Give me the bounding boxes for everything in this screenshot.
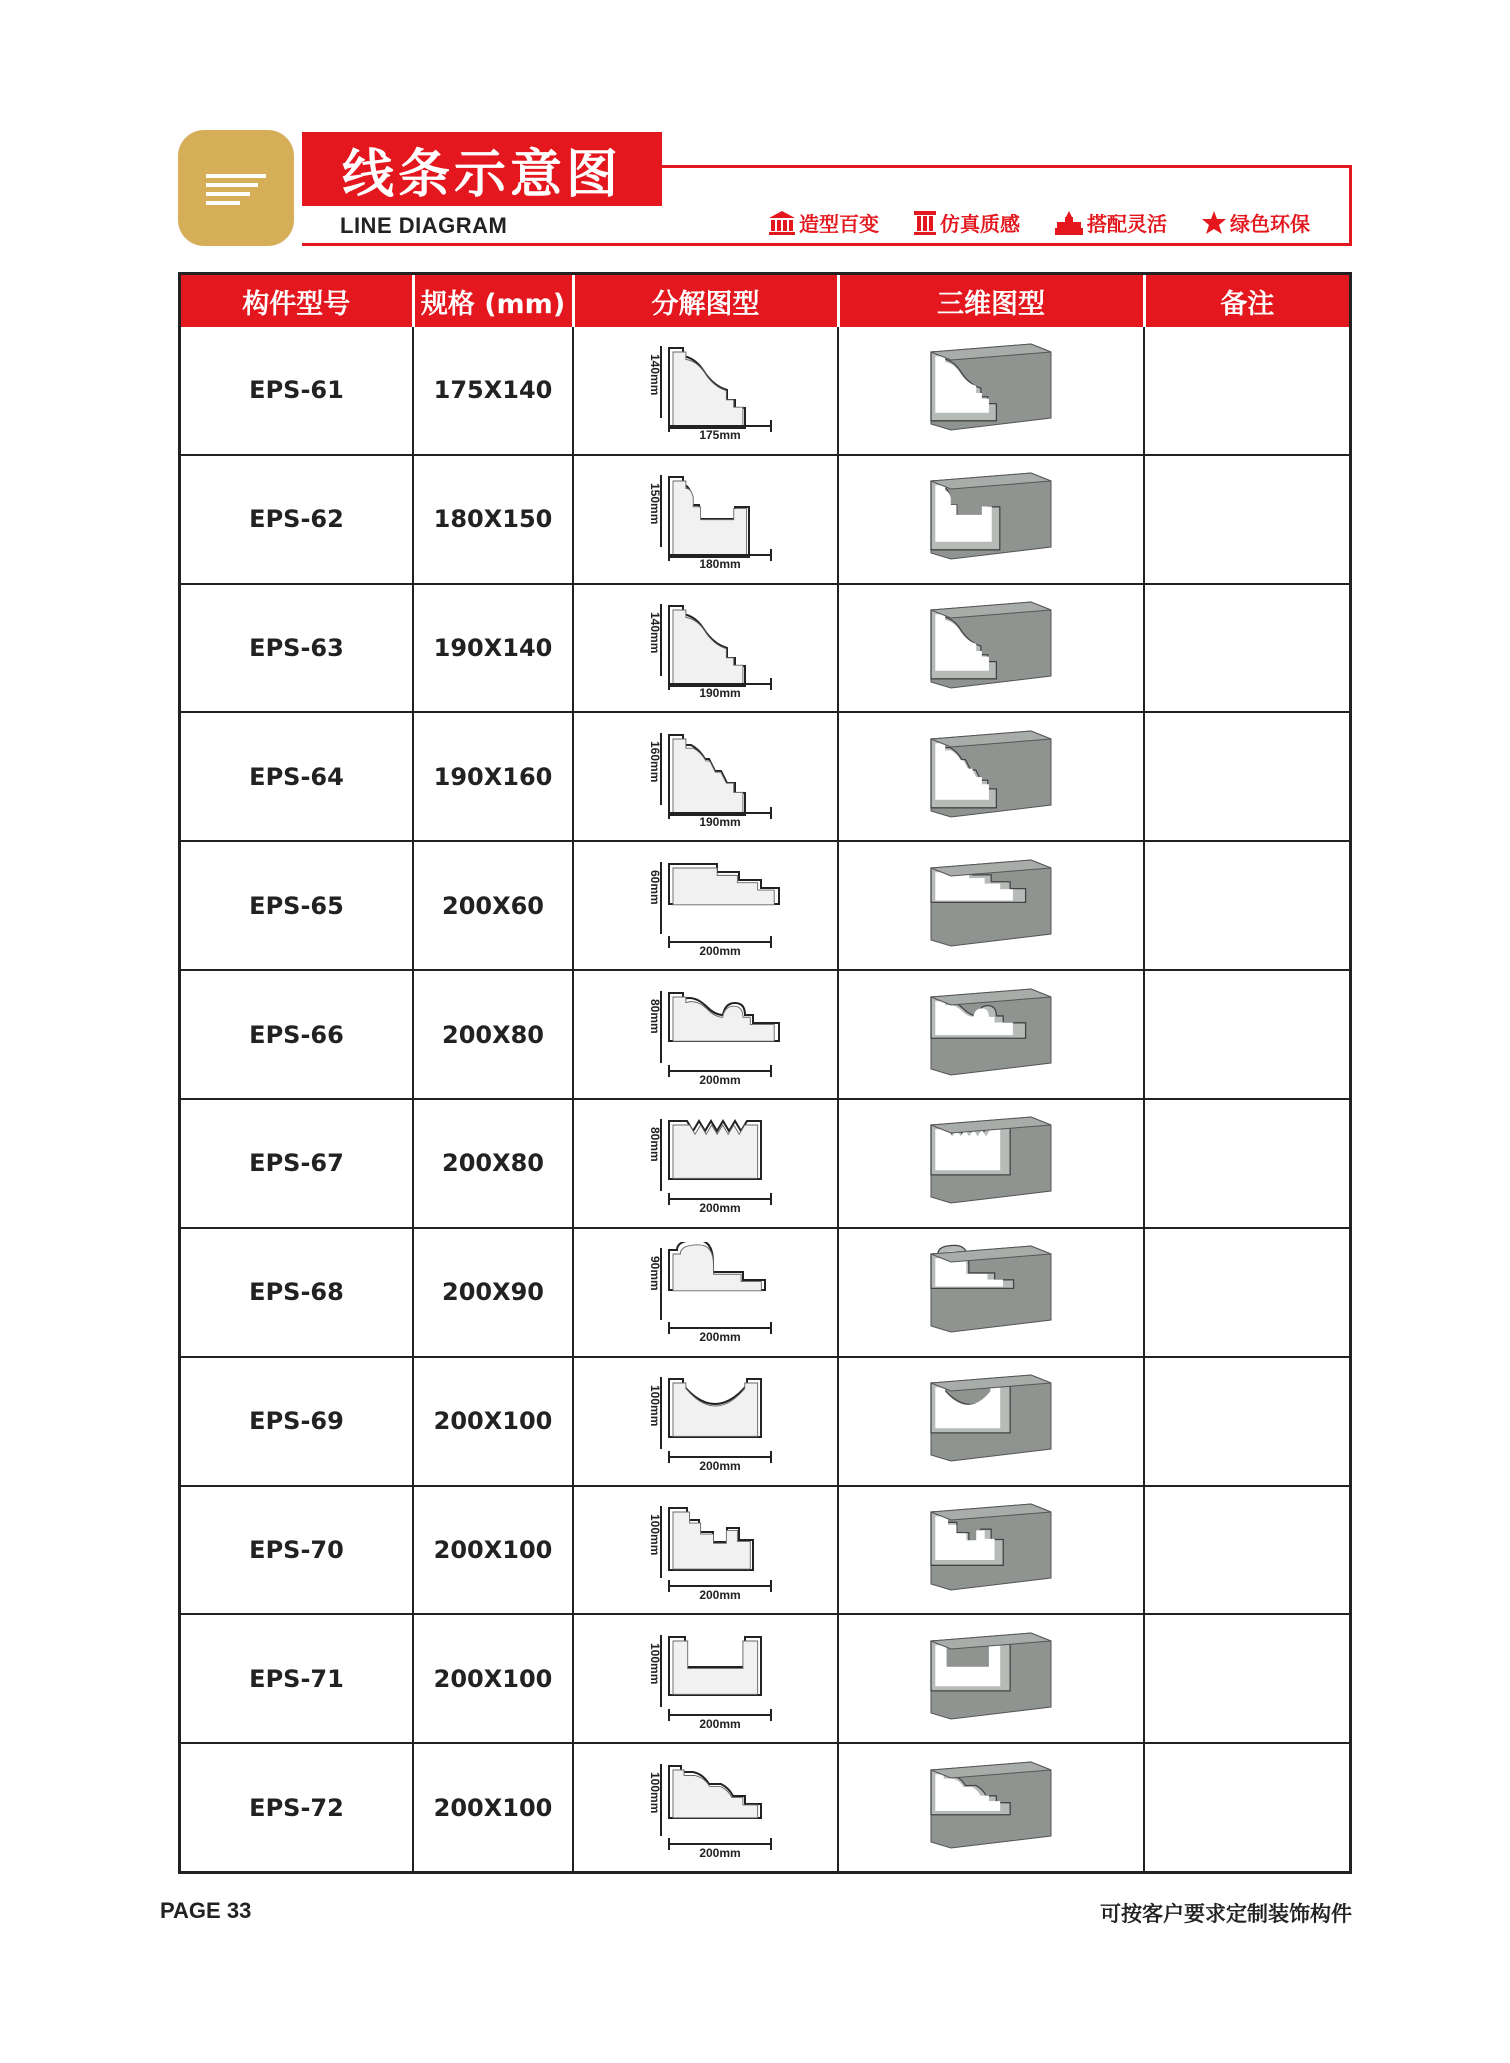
- table-row: [181, 1099, 1349, 1228]
- render-cell: [838, 455, 1144, 584]
- diagram-cell: [573, 712, 838, 841]
- profile-diagram: [611, 727, 801, 827]
- width-label: 200mm: [698, 1459, 741, 1472]
- profile-3d-render: [921, 1111, 1061, 1215]
- width-label: 180mm: [698, 557, 741, 570]
- profile-diagram: [611, 1758, 801, 1858]
- column-header: 三维图型: [838, 275, 1144, 327]
- note-cell: [1144, 841, 1349, 970]
- column-header: 规格 (mm): [413, 275, 573, 327]
- width-label: 200mm: [698, 1716, 741, 1729]
- note-cell: [1144, 584, 1349, 713]
- page-number: PAGE 33: [160, 1898, 252, 1923]
- note-cell: [1144, 1486, 1349, 1615]
- note-cell: [1144, 327, 1349, 455]
- render-cell: [838, 1486, 1144, 1615]
- profile-3d-render: [921, 338, 1061, 442]
- render-cell: [838, 1614, 1144, 1743]
- width-label: 200mm: [698, 1201, 741, 1214]
- profile-3d-render: [921, 983, 1061, 1087]
- model-cell: EPS-68: [181, 1228, 413, 1357]
- feature-label: 造型百变: [799, 212, 879, 236]
- page-header: [0, 0, 1510, 260]
- width-label: 200mm: [698, 1072, 741, 1085]
- width-label: 200mm: [698, 1330, 741, 1343]
- diagram-cell: [573, 1228, 838, 1357]
- height-label: 90mm: [647, 1256, 662, 1291]
- feature-label: 绿色环保: [1230, 212, 1310, 236]
- logo-block: [178, 130, 294, 246]
- diagram-cell: [573, 584, 838, 713]
- feature-item: [913, 208, 1020, 237]
- table-row: [181, 970, 1349, 1099]
- note-cell: [1144, 712, 1349, 841]
- height-label: 150mm: [647, 483, 662, 525]
- feature-label: 仿真质感: [940, 212, 1020, 236]
- table-row: [181, 584, 1349, 713]
- model-cell: EPS-63: [181, 584, 413, 713]
- table-row: [181, 1486, 1349, 1615]
- diagram-cell: [573, 455, 838, 584]
- profile-3d-render: [921, 1756, 1061, 1860]
- note-cell: [1144, 970, 1349, 1099]
- page-title: 线条示意图: [302, 132, 662, 206]
- note-cell: [1144, 1357, 1349, 1486]
- render-cell: [838, 970, 1144, 1099]
- height-label: 80mm: [647, 998, 662, 1034]
- table-row: [181, 455, 1349, 584]
- subtitle-rule: [302, 243, 1352, 246]
- column-header: 备注: [1144, 275, 1349, 327]
- table-row: [181, 327, 1349, 455]
- spec-cell: 200X90: [413, 1228, 573, 1357]
- model-cell: EPS-71: [181, 1614, 413, 1743]
- profile-3d-render: [921, 1369, 1061, 1473]
- feature-item: [1054, 208, 1167, 237]
- profile-diagram: [611, 1242, 801, 1342]
- profile-diagram: [611, 469, 801, 569]
- diagram-cell: [573, 970, 838, 1099]
- feature-item: [768, 208, 879, 237]
- width-label: 200mm: [698, 1587, 741, 1600]
- render-cell: [838, 1099, 1144, 1228]
- render-cell: [838, 1743, 1144, 1871]
- note-cell: [1144, 1743, 1349, 1871]
- note-cell: [1144, 1614, 1349, 1743]
- render-cell: [838, 712, 1144, 841]
- profile-3d-render: [921, 596, 1061, 700]
- table-body: [181, 327, 1349, 1871]
- profile-3d-render: [921, 854, 1061, 958]
- spec-cell: 190X140: [413, 584, 573, 713]
- profile-diagram: [611, 1629, 801, 1729]
- table-row: [181, 1357, 1349, 1486]
- profile-diagram: [611, 1500, 801, 1600]
- spec-cell: 175X140: [413, 327, 573, 455]
- profile-3d-render: [921, 1627, 1061, 1731]
- diagram-cell: [573, 327, 838, 455]
- model-cell: EPS-64: [181, 712, 413, 841]
- table-row: [181, 1743, 1349, 1871]
- table-row: [181, 1228, 1349, 1357]
- title-rule: [662, 165, 1352, 168]
- profile-diagram: [611, 340, 801, 440]
- model-cell: EPS-66: [181, 970, 413, 1099]
- column-icon: [913, 210, 937, 236]
- model-cell: EPS-61: [181, 327, 413, 455]
- star-icon: [1201, 210, 1227, 236]
- height-label: 100mm: [647, 1385, 662, 1427]
- diagram-cell: [573, 841, 838, 970]
- height-label: 100mm: [647, 1513, 662, 1556]
- model-cell: EPS-67: [181, 1099, 413, 1228]
- model-cell: EPS-62: [181, 455, 413, 584]
- spec-cell: 200X100: [413, 1614, 573, 1743]
- profile-diagram: [611, 1113, 801, 1213]
- note-cell: [1144, 1228, 1349, 1357]
- profile-diagram: [611, 985, 801, 1085]
- feature-label: 搭配灵活: [1087, 212, 1167, 236]
- building-icon: [768, 210, 796, 236]
- profile-3d-render: [921, 725, 1061, 829]
- diagram-cell: [573, 1614, 838, 1743]
- width-label: 200mm: [698, 943, 741, 956]
- product-table: [178, 272, 1352, 1874]
- spec-cell: 200X100: [413, 1743, 573, 1871]
- height-label: 160mm: [647, 740, 662, 783]
- height-label: 100mm: [647, 1771, 662, 1813]
- render-cell: [838, 1357, 1144, 1486]
- feature-item: [1201, 208, 1310, 237]
- width-label: 190mm: [698, 814, 741, 827]
- model-cell: EPS-65: [181, 841, 413, 970]
- width-label: 190mm: [698, 685, 741, 698]
- table-row: [181, 712, 1349, 841]
- column-header: 构件型号: [181, 275, 413, 327]
- spec-cell: 200X100: [413, 1486, 573, 1615]
- table-row: [181, 1614, 1349, 1743]
- spec-cell: 180X150: [413, 455, 573, 584]
- render-cell: [838, 1228, 1144, 1357]
- title-rule-vertical: [1349, 165, 1352, 246]
- height-label: 140mm: [647, 611, 662, 654]
- height-label: 80mm: [647, 1127, 662, 1163]
- width-label: 175mm: [698, 428, 741, 441]
- spec-cell: 200X60: [413, 841, 573, 970]
- note-cell: [1144, 1099, 1349, 1228]
- profile-3d-render: [921, 1498, 1061, 1602]
- diagram-cell: [573, 1099, 838, 1228]
- render-cell: [838, 841, 1144, 970]
- height-label: 60mm: [647, 869, 662, 905]
- diagram-cell: [573, 1486, 838, 1615]
- diagram-cell: [573, 1357, 838, 1486]
- table-row: [181, 841, 1349, 970]
- lines-icon: [206, 174, 266, 210]
- height-label: 140mm: [647, 354, 662, 396]
- width-label: 200mm: [698, 1845, 741, 1858]
- profile-3d-render: [921, 1240, 1061, 1344]
- render-cell: [838, 327, 1144, 455]
- render-cell: [838, 584, 1144, 713]
- spec-cell: 200X80: [413, 1099, 573, 1228]
- height-label: 100mm: [647, 1642, 662, 1685]
- footer-slogan: 可按客户要求定制装饰构件: [1100, 1902, 1352, 1926]
- feature-list: [768, 208, 1310, 237]
- castle-icon: [1054, 210, 1084, 236]
- model-cell: EPS-72: [181, 1743, 413, 1871]
- spec-cell: 200X80: [413, 970, 573, 1099]
- profile-diagram: [611, 598, 801, 698]
- profile-diagram: [611, 856, 801, 956]
- note-cell: [1144, 455, 1349, 584]
- model-cell: EPS-69: [181, 1357, 413, 1486]
- page-subtitle: LINE DIAGRAM: [340, 213, 508, 238]
- column-header: 分解图型: [573, 275, 838, 327]
- profile-diagram: [611, 1371, 801, 1471]
- spec-cell: 190X160: [413, 712, 573, 841]
- spec-cell: 200X100: [413, 1357, 573, 1486]
- profile-3d-render: [921, 467, 1061, 571]
- diagram-cell: [573, 1743, 838, 1871]
- model-cell: EPS-70: [181, 1486, 413, 1615]
- table-header-row: [181, 275, 1349, 327]
